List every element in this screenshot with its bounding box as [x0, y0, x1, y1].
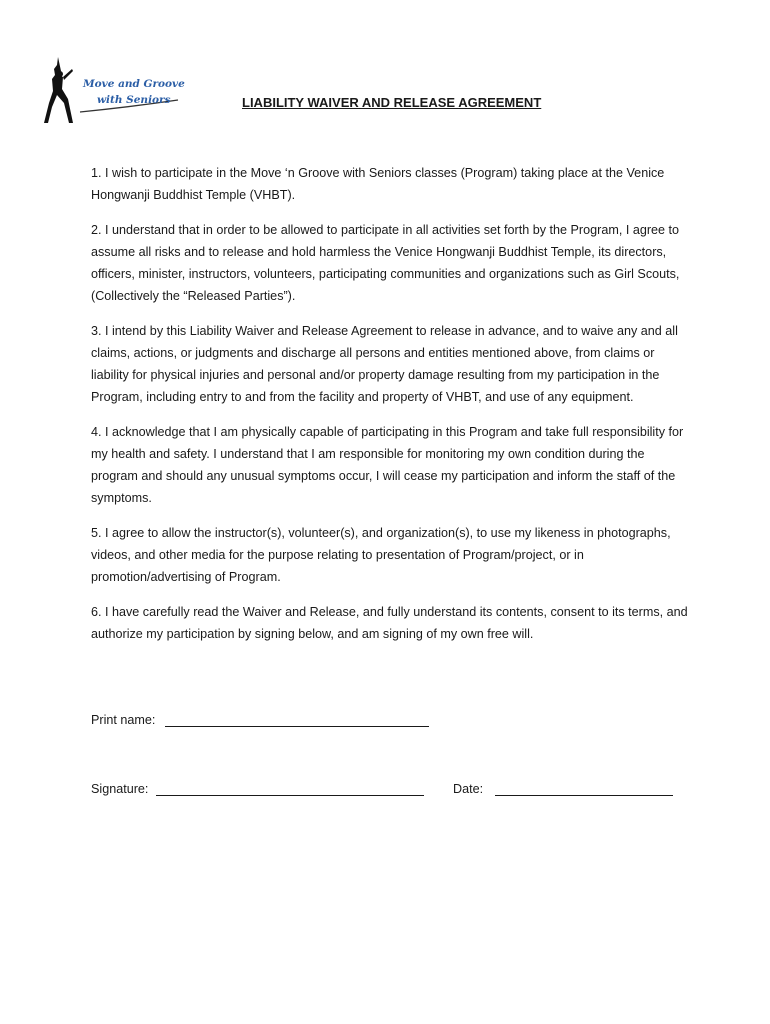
print-name-label: Print name: [91, 713, 156, 727]
waiver-body [91, 162, 691, 658]
signature-row [91, 781, 424, 796]
logo-text-line1: Move and Groove [83, 78, 185, 90]
clause-3: 3. I intend by this Liability Waiver and Release Agreement to release in advance, and to waive any and all claims, actions, or judgments and discharge all persons and entities mentioned above, from claims or liability for physical injuries and personal and/or property damage resulting from my participation in the Program, including entry to and from the facility and property of VHBT, and use of any equipment. [91, 324, 678, 404]
date-row [453, 781, 673, 796]
program-logo [40, 55, 185, 127]
clause-2: 2. I understand that in order to be allowed to participate in all activities set forth by the Program, I agree to assume all risks and to release and hold harmless the Venice Hongwanji Buddhist Temple, its directors, officers, minister, instructors, volunteers, participating communities and organizations such as Girl Scouts, (Collectively the “Released Parties”). [91, 223, 680, 303]
clause-5: 5. I agree to allow the instructor(s), volunteer(s), and organization(s), to use my likeness in photographs, videos, and other media for the purpose relating to presentation of Program/project, or in promotion/advertising of Program. [91, 526, 671, 584]
clause-4: 4. I acknowledge that I am physically capable of participating in this Program and take full responsibility for my health and safety. I understand that I am responsible for monitoring my own condition during the program and should any unusual symptoms occur, I will cease my participation and inform the staff of the symptoms. [91, 425, 684, 505]
date-label: Date: [453, 782, 484, 796]
dancer-silhouette-icon [40, 55, 180, 127]
date-field[interactable] [495, 781, 673, 796]
signature-field[interactable] [156, 781, 424, 796]
logo-text-line2: with Seniors [97, 94, 171, 106]
signature-label: Signature: [91, 782, 149, 796]
print-name-field[interactable] [165, 712, 429, 727]
print-name-row [91, 712, 429, 727]
document-title: LIABILITY WAIVER AND RELEASE AGREEMENT [242, 95, 542, 110]
clause-6: 6. I have carefully read the Waiver and Release, and fully understand its contents, consent to its terms, and authorize my participation by signing below, and am signing of my own free will. [91, 605, 688, 641]
clause-1: 1. I wish to participate in the Move ‘n Groove with Seniors classes (Program) taking place at the Venice Hongwanji Buddhist Temple (VHBT). [91, 166, 665, 202]
